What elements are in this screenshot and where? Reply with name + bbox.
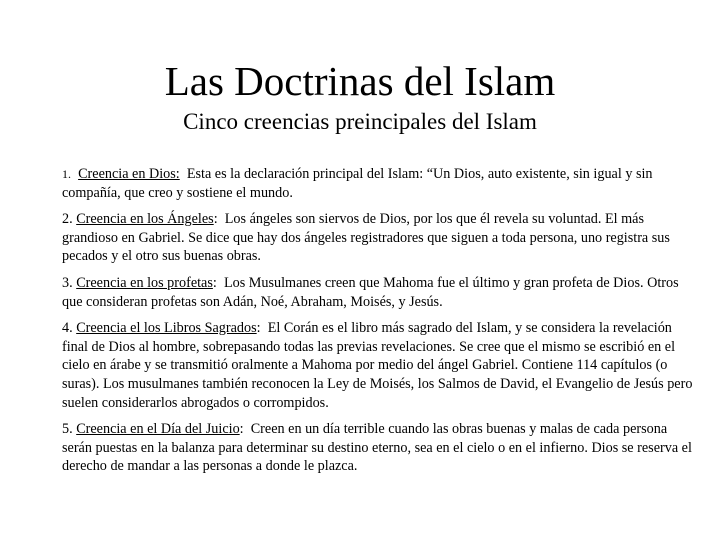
belief-heading: Creencia en los profetas (76, 274, 213, 291)
belief-heading: Creencia en Dios: (78, 166, 180, 182)
belief-item-4 (62, 319, 698, 412)
belief-number: 3. (62, 274, 73, 291)
belief-heading: Creencia en el Día del Juicio (76, 421, 240, 438)
belief-heading-suffix: : (256, 320, 261, 337)
belief-heading-suffix: : (239, 421, 244, 438)
belief-item-3 (62, 274, 698, 311)
belief-item-1 (62, 165, 698, 202)
slide-subtitle: Cinco creencias preincipales del Islam (183, 109, 537, 134)
belief-number: 2. (62, 211, 73, 228)
belief-number: 1. (62, 167, 71, 181)
belief-number: 5. (62, 421, 73, 438)
belief-body: Los Musulmanes creen que Mahoma fue el último y gran profeta de Dios. Otros que consideran profetas son Adán, Noé, Abraham, Moisés, y Jesús. (62, 274, 679, 310)
belief-body: Creen en un día terrible cuando las obras buenas y malas de cada persona serán puestas en la balanza para determinar su destino eterno, sea en el cielo o en el infierno. Dios se reserva el derecho de mandar a las personas a donde le plazca. (62, 421, 692, 475)
belief-heading-suffix: : (213, 211, 218, 228)
belief-body: Los ángeles son siervos de Dios, por los que él revela su voluntad. El más grandioso en Gabriel. Se dice que hay dos ángeles registradores que siguen a toda persona, uno registra sus pecados y el otro sus buenas obras. (62, 211, 670, 265)
slide-title: Las Doctrinas del Islam (164, 58, 556, 104)
beliefs-list (62, 165, 698, 484)
belief-number: 4. (62, 320, 73, 337)
belief-body: Esta es la declaración principal del Islam: “Un Dios, auto existente, sin igual y sin compañía, que creo y sostiene el mundo. (62, 166, 653, 201)
belief-heading: Creencia el los Libros Sagrados (76, 320, 257, 337)
belief-item-5 (62, 420, 698, 476)
belief-heading: Creencia en los Ángeles (76, 211, 214, 228)
belief-body: El Corán es el libro más sagrado del Islam, y se considera la revelación final de Dios al hombre, sobrepasando todas las previas revelaciones. Se cree que el mismo se escribió en el cielo en árabe y se transmitió oralmente a Mahoma por medio del ángel Gabriel. Contiene 114 capítulos (o suras). Los musulmanes también reconocen la Ley de Moisés, los Salmos de David, el Evangelio de Jesús pero suelen considerarlos abrogados o corrompidos. (62, 320, 693, 411)
belief-heading-suffix: : (212, 274, 217, 291)
belief-item-2 (62, 210, 698, 266)
